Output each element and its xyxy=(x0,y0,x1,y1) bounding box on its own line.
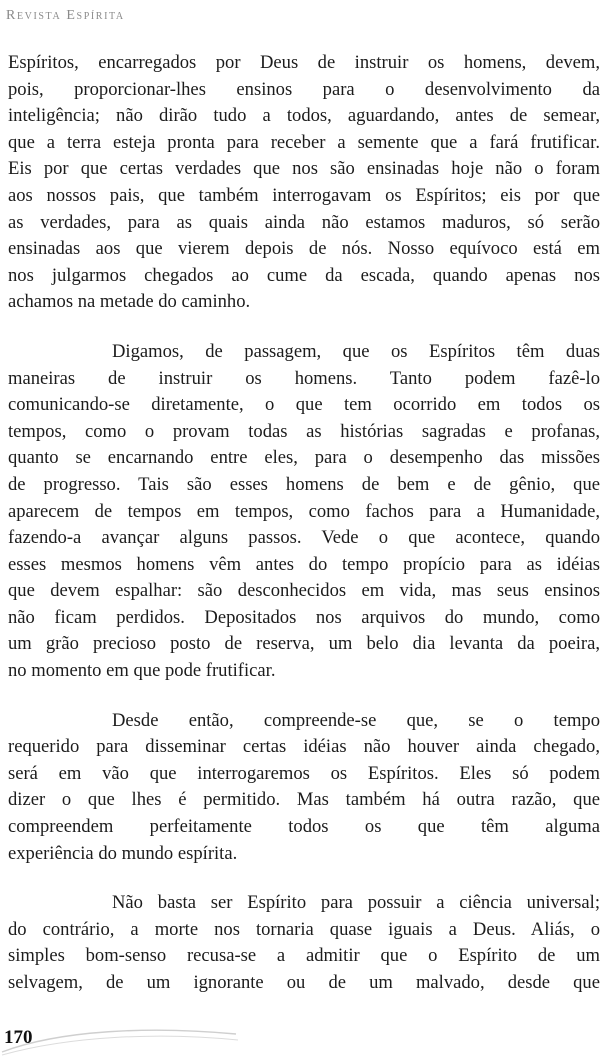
text-line: aos nossos pais, que também interrogavam os Espíritos; eis por que xyxy=(8,184,600,206)
text-line: Não basta ser Espírito para possuir a ciência universal; xyxy=(112,892,600,914)
text-line: Digamos, de passagem, que os Espíritos têm duas xyxy=(112,340,600,362)
text-line: quanto se encarnando entre eles, para o desempenho das missões xyxy=(8,447,600,469)
paragraph xyxy=(8,339,600,685)
text-line: requerido para disseminar certas idéias não houver ainda chegado, xyxy=(8,736,600,758)
text-line: as verdades, para as quais ainda não estamos maduros, só serão xyxy=(8,211,600,233)
text-line: que a terra esteja pronta para receber a semente que a fará frutificar. xyxy=(8,131,600,153)
text-line: não ficam perdidos. Depositados nos arquivos do mundo, como xyxy=(8,606,600,628)
page-number: 170 xyxy=(4,1027,33,1048)
text-line: será em vão que interrogaremos os Espíritos. Eles só podem xyxy=(8,762,600,784)
body-text xyxy=(8,50,600,1020)
text-line: Desde então, compreende-se que, se o tempo xyxy=(112,709,600,731)
text-line: pois, proporcionar-lhes ensinos para o desenvolvimento da xyxy=(8,78,600,100)
text-line: simples bom-senso recusa-se a admitir que o Espírito de um xyxy=(8,945,600,967)
text-line: experiência do mundo espírita. xyxy=(8,842,238,864)
text-line: esses mesmos homens vêm antes do tempo propício para as idéias xyxy=(8,553,600,575)
text-line: ensinadas aos que vierem depois de nós. Nosso equívoco está em xyxy=(8,238,600,260)
text-line: tempos, como o provam todas as histórias sagradas e profanas, xyxy=(8,420,600,442)
text-line: maneiras de instruir os homens. Tanto podem fazê-lo xyxy=(8,367,600,389)
text-line: que devem espalhar: são desconhecidos em vida, mas seus ensinos xyxy=(8,580,600,602)
text-line: comunicando-se diretamente, o que tem ocorrido em todos os xyxy=(8,394,600,416)
text-line: Espíritos, encarregados por Deus de instruir os homens, devem, xyxy=(8,52,600,73)
text-line: do contrário, a morte nos tornaria quase iguais a Deus. Aliás, o xyxy=(8,918,600,940)
paragraph xyxy=(8,708,600,868)
running-header: Revista Espírita xyxy=(6,8,125,23)
text-line: dizer o que lhes é permitido. Mas também há outra razão, que xyxy=(8,789,600,811)
text-line: Eis por que certas verdades que nos são ensinadas hoje não o foram xyxy=(8,158,600,180)
text-line: selvagem, de um ignorante ou de um malvado, desde que xyxy=(8,972,600,993)
text-line: fazendo-a avançar alguns passos. Vede o que acontece, quando xyxy=(8,527,600,549)
paragraph xyxy=(8,890,600,996)
text-line: um grão precioso posto de reserva, um belo dia levanta da poeira, xyxy=(8,633,600,655)
text-line: aparecem de tempos em tempos, como fachos para a Humanidade, xyxy=(8,500,600,522)
text-line: inteligência; não dirão tudo a todos, aguardando, antes de semear, xyxy=(8,105,600,127)
text-line: nos julgarmos chegados ao cume da escada, quando apenas nos xyxy=(8,264,600,286)
text-line: de progresso. Tais são esses homens de bem e de gênio, que xyxy=(8,473,600,495)
text-line: no momento em que pode frutificar. xyxy=(8,660,276,682)
paragraph xyxy=(8,50,600,316)
text-line: compreendem perfeitamente todos os que têm alguma xyxy=(8,816,600,838)
page-swoosh-ornament-icon xyxy=(0,1022,240,1058)
text-line: achamos na metade do caminho. xyxy=(8,291,251,313)
